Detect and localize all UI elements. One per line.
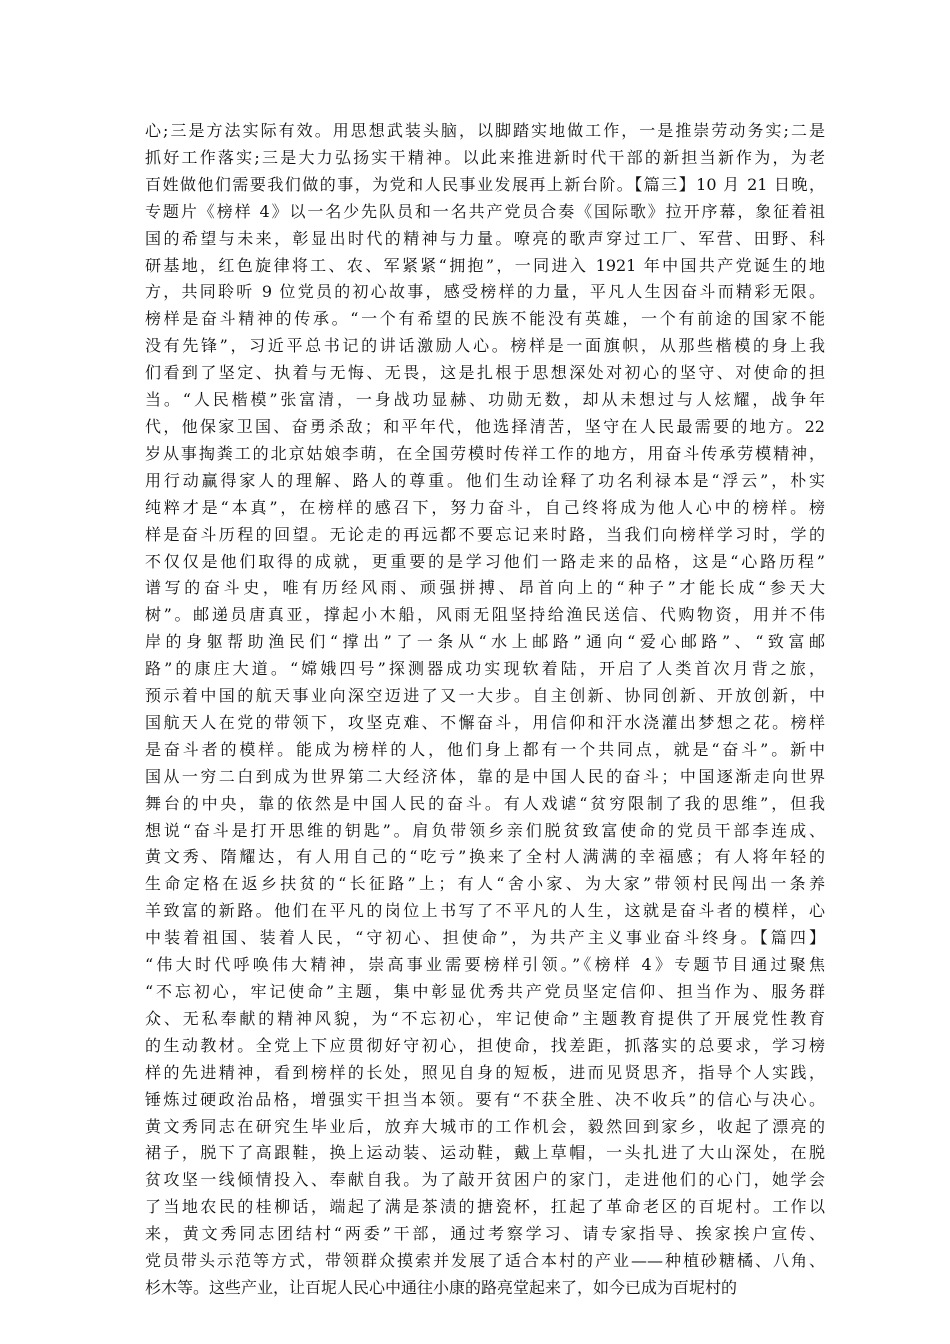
text-line: 贫攻坚一线倾情投入、奉献自我。为了敲开贫困户的家门，走进他们的心门，她学会 [145, 1170, 825, 1190]
text-line: 舞台的中央，靠的依然是中国人民的奋斗。有人戏谑“贫穷限制了我的思维”，但我 [145, 793, 825, 813]
text-line: 树”。邮递员唐真亚，撑起小木船，风雨无阻坚持给渔民送信、代购物资，用并不伟 [145, 605, 825, 625]
text-line: 黄文秀、隋耀达，有人用自己的“吃亏”换来了全村人满满的幸福感；有人将年轻的 [145, 847, 825, 867]
text-line: 样的先进精神，看到榜样的长处，照见自身的短板，进而见贤思齐，指导个人实践， [145, 1062, 825, 1082]
text-line: 众、无私奉献的精神风貌，为“不忘初心，牢记使命”主题教育提供了开展党性教育 [145, 1008, 825, 1028]
text-line: 黄文秀同志在研究生毕业后，放弃大城市的工作机会，毅然回到家乡，收起了漂亮的 [145, 1116, 825, 1136]
text-line: 是奋斗者的模样。能成为榜样的人，他们身上都有一个共同点，就是“奋斗”。新中 [145, 739, 825, 759]
body-text [145, 118, 825, 1302]
text-line: 当。“人民楷模”张富清，一身战功显赫、功勋无数，却从未想过与人炫耀，战争年 [145, 390, 825, 410]
text-line: 专题片《榜样 4》以一名少先队员和一名共产党员合奏《国际歌》拉开序幕，象征着祖 [145, 201, 825, 221]
text-line: 预示着中国的航天事业向深空迈进了又一大步。自主创新、协同创新、开放创新，中 [145, 686, 825, 706]
text-line: 研基地，红色旋律将工、农、军紧紧“拥抱”，一同进入 1921 年中国共产党诞生的地 [145, 255, 825, 275]
text-line: 心;三是方法实际有效。用思想武装头脑，以脚踏实地做工作，一是推崇劳动务实;二是 [145, 121, 825, 140]
text-line: 羊致富的新路。他们在平凡的岗位上书写了不平凡的人生，这就是奋斗者的模样，心 [145, 901, 825, 921]
text-line: 不仅仅是他们取得的成就，更重要的是学习他们一路走来的品格，这是“心路历程” [145, 551, 825, 571]
text-line: 榜样是奋斗精神的传承。“一个有希望的民族不能没有英雄，一个有前途的国家不能 [145, 309, 825, 329]
text-line: “不忘初心，牢记使命”主题，集中彰显优秀共产党员坚定信仰、担当作为、服务群 [145, 982, 825, 1001]
text-line: 国的希望与未来，彰显出时代的精神与力量。嘹亮的歌声穿过工厂、军营、田野、科 [145, 228, 825, 248]
text-line: 党员带头示范等方式，带领群众摸索并发展了适合本村的产业——种植砂糖橘、八角、 [145, 1251, 825, 1271]
text-line: 国航天人在党的带领下，攻坚克难、不懈奋斗，用信仰和汗水浇灌出梦想之花。榜样 [145, 712, 825, 732]
text-line: 们看到了坚定、执着与无悔、无畏，这是扎根于思想深处对初心的坚守、对使命的担 [145, 363, 825, 383]
text-line: 想说“奋斗是打开思维的钥匙”。肩负带领乡亲们脱贫致富使命的党员干部李连成、 [145, 820, 825, 840]
text-line: 国从一穷二白到成为世界第二大经济体，靠的是中国人民的奋斗；中国逐渐走向世界 [145, 766, 825, 786]
text-line: 锤炼过硬政治品格，增强实干担当本领。要有“不获全胜、决不收兵”的信心与决心。 [145, 1089, 825, 1109]
text-line: 样是奋斗历程的回望。无论走的再远都不要忘记来时路，当我们向榜样学习时，学的 [145, 524, 825, 544]
text-line: 岸的身躯帮助渔民们“撑出”了一条从“水上邮路”通向“爱心邮路”、“致富邮 [145, 632, 825, 652]
text-line: 抓好工作落实;三是大力弘扬实干精神。以此来推进新时代干部的新担当新作为，为老 [145, 147, 825, 167]
text-line: 谱写的奋斗史，唯有历经风雨、顽强拼搏、昂首向上的“种子”才能长成“参天大 [145, 578, 825, 598]
text-line: 杉木等。这些产业，让百坭人民心中通往小康的路亮堂起来了，如今已成为百坭村的 [145, 1277, 738, 1297]
text-line: 路”的康庄大道。“嫦娥四号”探测器成功实现软着陆，开启了人类首次月背之旅， [145, 659, 825, 679]
text-line: 生命定格在返乡扶贫的“长征路”上；有人“舍小家、为大家”带领村民闯出一条养 [145, 874, 825, 894]
text-line: 裙子，脱下了高跟鞋，换上运动装、运动鞋，戴上草帽，一头扎进了大山深处，在脱 [145, 1143, 825, 1163]
text-line: 代，他保家卫国、奋勇杀敌；和平年代，他选择清苦，坚守在人民最需要的地方。22 [145, 416, 825, 436]
text-line: 了当地农民的桂柳话，端起了满是茶渍的搪瓷杯，扛起了革命老区的百坭村。工作以 [145, 1197, 825, 1217]
text-line: 没有先锋”，习近平总书记的讲话激励人心。榜样是一面旗帜，从那些楷模的身上我 [145, 336, 825, 356]
text-line: 用行动赢得家人的理解、路人的尊重。他们生动诠释了功名利禄本是“浮云”，朴实 [145, 470, 825, 490]
text-line: 百姓做他们需要我们做的事，为党和人民事业发展再上新台阶。【篇三】10 月 21 日晚， [145, 174, 825, 194]
text-line: 中装着祖国、装着人民，“守初心、担使命”，为共产主义事业奋斗终身。【篇四】 [145, 928, 825, 948]
text-line: 方，共同聆听 9 位党员的初心故事，感受榜样的力量，平凡人生因奋斗而精彩无限。 [145, 282, 825, 302]
text-line: 的生动教材。全党上下应贯彻好守初心，担使命，找差距，抓落实的总要求，学习榜 [145, 1035, 825, 1055]
text-line: 纯粹才是“本真”，在榜样的感召下，努力奋斗，自己终将成为他人心中的榜样。榜 [145, 497, 825, 517]
text-line: 岁从事掏粪工的北京姑娘李萌，在全国劳模时传祥工作的地方，用奋斗传承劳模精神， [145, 443, 825, 463]
text-line: 来，黄文秀同志团结村“两委”干部，通过考察学习、请专家指导、挨家挨户宣传、 [145, 1224, 825, 1244]
text-line: “伟大时代呼唤伟大精神，崇高事业需要榜样引领。”《榜样 4》专题节目通过聚焦 [145, 955, 825, 975]
